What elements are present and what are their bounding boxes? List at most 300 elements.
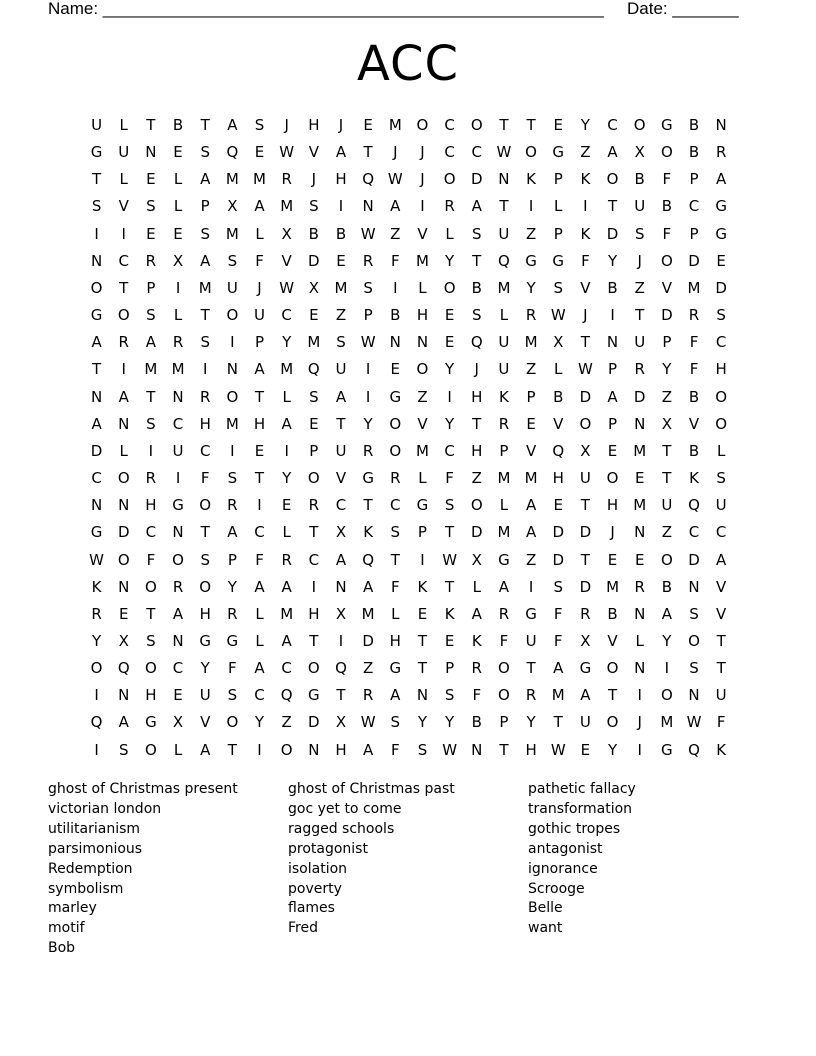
grid-letter: F — [472, 686, 482, 705]
word-bank-item: goc yet to come — [288, 800, 402, 817]
grid-letter: T — [390, 550, 400, 569]
grid-letter: M — [524, 469, 538, 488]
grid-letter: B — [661, 577, 672, 596]
grid-letter: D — [117, 523, 130, 542]
grid-letter: G — [525, 604, 537, 623]
grid-letter: P — [553, 224, 563, 243]
grid-letter: G — [552, 251, 565, 270]
grid-letter: V — [308, 143, 319, 162]
grid-letter: O — [117, 306, 130, 325]
grid-letter: H — [145, 686, 157, 705]
grid-letter: X — [118, 631, 129, 650]
grid-letter: M — [225, 170, 239, 189]
grid-letter: K — [580, 224, 591, 243]
word-bank-item: marley — [48, 900, 97, 917]
grid-letter: O — [660, 143, 673, 162]
grid-letter: O — [280, 740, 293, 759]
grid-letter: P — [662, 333, 672, 352]
grid-letter: X — [335, 604, 347, 623]
grid-letter: E — [716, 251, 726, 270]
grid-letter: O — [199, 496, 212, 515]
grid-letter: R — [498, 604, 510, 623]
grid-letter: R — [145, 251, 157, 270]
grid-letter: F — [146, 550, 156, 569]
grid-letter: S — [227, 251, 238, 270]
grid-letter: D — [90, 441, 103, 460]
grid-letter: B — [335, 224, 347, 243]
grid-letter: G — [498, 550, 510, 569]
word-bank-item: motif — [48, 920, 85, 937]
grid-letter: E — [607, 441, 618, 460]
grid-letter: T — [227, 740, 237, 759]
grid-letter: R — [172, 577, 184, 596]
grid-letter: T — [445, 577, 455, 596]
grid-letter: Z — [580, 143, 591, 162]
grid-letter: Y — [662, 631, 672, 650]
grid-letter: I — [338, 197, 344, 216]
grid-letter: A — [200, 251, 211, 270]
grid-letter: I — [420, 550, 425, 569]
grid-letter: T — [336, 686, 346, 705]
grid-letter: Y — [282, 333, 292, 352]
grid-letter: L — [554, 197, 563, 216]
grid-letter: U — [118, 143, 130, 162]
grid-letter: I — [230, 441, 235, 460]
grid-letter: Y — [662, 360, 672, 379]
grid-letter: V — [118, 197, 129, 216]
grid-letter: A — [335, 143, 347, 162]
grid-letter: N — [118, 414, 130, 433]
grid-letter: T — [363, 496, 373, 515]
grid-letter: K — [689, 469, 699, 488]
grid-letter: L — [418, 469, 427, 488]
grid-letter: Y — [445, 713, 455, 732]
word-bank-item: want — [528, 920, 563, 937]
grid-letter: P — [200, 197, 210, 216]
grid-letter: F — [662, 224, 672, 243]
grid-letter: I — [528, 577, 534, 596]
grid-letter: T — [472, 414, 482, 433]
grid-letter: A — [200, 740, 211, 759]
grid-letter: S — [254, 116, 265, 134]
grid-letter: T — [662, 441, 672, 460]
grid-letter: O — [660, 550, 673, 569]
grid-letter: L — [173, 306, 183, 325]
grid-letter: T — [607, 686, 618, 705]
grid-letter: S — [390, 523, 401, 542]
grid-letter: T — [254, 387, 265, 406]
grid-letter: S — [200, 333, 210, 352]
grid-letter: N — [688, 686, 700, 705]
grid-letter: J — [393, 143, 398, 162]
grid-letter: Q — [552, 441, 565, 460]
grid-letter: O — [606, 469, 619, 488]
grid-letter: N — [389, 333, 401, 352]
grid-letter: D — [470, 170, 483, 189]
grid-letter: U — [715, 686, 727, 705]
grid-letter: Z — [525, 550, 537, 569]
word-bank-item: protagonist — [288, 840, 368, 857]
grid-letter: J — [284, 116, 289, 134]
grid-letter: F — [255, 550, 264, 569]
grid-letter: J — [637, 251, 642, 270]
grid-letter: E — [553, 496, 563, 515]
grid-letter: U — [579, 469, 591, 488]
grid-letter: N — [416, 333, 429, 352]
grid-letter: A — [363, 740, 374, 759]
grid-letter: Z — [281, 713, 292, 732]
grid-letter: R — [390, 469, 401, 488]
grid-letter: T — [580, 550, 590, 569]
grid-letter: I — [94, 740, 99, 759]
grid-letter: O — [144, 659, 157, 678]
grid-letter: O — [579, 414, 592, 433]
grid-letter: T — [336, 414, 346, 433]
grid-letter: C — [471, 143, 482, 162]
grid-letter: I — [637, 686, 642, 705]
grid-letter: A — [390, 197, 401, 216]
grid-letter: C — [444, 143, 455, 162]
grid-letter: I — [148, 441, 154, 460]
grid-letter: G — [90, 143, 103, 162]
grid-letter: L — [173, 740, 183, 759]
grid-letter: C — [145, 523, 157, 542]
grid-letter: B — [553, 387, 564, 406]
grid-letter: R — [634, 577, 645, 596]
grid-letter: T — [526, 116, 536, 134]
grid-letter: A — [716, 550, 727, 569]
grid-letter: O — [416, 360, 429, 379]
grid-letter: T — [146, 604, 156, 623]
grid-letter: S — [309, 387, 319, 406]
grid-letter: R — [580, 604, 591, 623]
grid-letter: U — [226, 278, 238, 297]
grid-letter: S — [200, 224, 210, 243]
grid-letter: U — [579, 713, 591, 732]
grid-letter: T — [91, 170, 102, 189]
grid-letter: M — [524, 333, 538, 352]
grid-letter: O — [606, 170, 619, 189]
grid-letter: K — [91, 577, 102, 596]
grid-letter: L — [255, 604, 264, 623]
grid-letter: I — [202, 360, 208, 379]
grid-letter: A — [335, 387, 347, 406]
grid-letter: O — [416, 116, 429, 134]
grid-letter: M — [497, 523, 511, 542]
grid-letter: F — [662, 170, 672, 189]
grid-letter: I — [447, 387, 452, 406]
word-bank-item: utilitarianism — [48, 820, 141, 837]
grid-letter: O — [307, 469, 320, 488]
grid-letter: F — [200, 469, 210, 488]
grid-letter: X — [634, 143, 645, 162]
grid-letter: A — [607, 387, 618, 406]
grid-letter: A — [471, 197, 482, 216]
grid-letter: P — [363, 306, 373, 325]
date-field: Date: _______ — [627, 0, 739, 18]
grid-letter: L — [499, 306, 509, 325]
grid-letter: A — [553, 659, 564, 678]
grid-letter: T — [417, 659, 428, 678]
grid-letter: X — [281, 224, 292, 243]
grid-letter: D — [688, 251, 700, 270]
grid-letter: Q — [688, 740, 700, 759]
grid-letter: Y — [417, 713, 428, 732]
grid-letter: A — [580, 686, 591, 705]
grid-letter: C — [281, 659, 292, 678]
grid-letter: N — [226, 360, 238, 379]
grid-letter: G — [172, 496, 184, 515]
grid-letter: V — [716, 577, 727, 596]
grid-letter: R — [91, 604, 102, 623]
grid-letter: H — [199, 604, 211, 623]
grid-letter: U — [199, 686, 211, 705]
grid-letter: D — [661, 306, 673, 325]
grid-letter: S — [553, 278, 563, 297]
grid-letter: G — [145, 713, 157, 732]
grid-letter: V — [607, 631, 618, 650]
grid-letter: J — [311, 170, 317, 189]
grid-letter: C — [254, 523, 265, 542]
grid-letter: R — [498, 414, 510, 433]
grid-letter: A — [607, 143, 618, 162]
grid-letter: C — [199, 441, 211, 460]
grid-letter: M — [225, 414, 239, 433]
grid-letter: F — [553, 604, 563, 623]
grid-letter: T — [716, 659, 726, 678]
grid-letter: P — [689, 224, 699, 243]
grid-letter: L — [255, 224, 264, 243]
grid-letter: D — [579, 577, 592, 596]
grid-letter: T — [254, 469, 265, 488]
worksheet-header — [0, 0, 816, 21]
grid-letter: U — [634, 333, 646, 352]
grid-letter: L — [255, 631, 264, 650]
grid-letter: H — [552, 469, 564, 488]
grid-letter: N — [335, 577, 347, 596]
grid-letter: P — [608, 414, 618, 433]
grid-letter: O — [660, 251, 673, 270]
grid-letter: K — [417, 577, 428, 596]
grid-letter: Q — [362, 550, 375, 569]
grid-letter: L — [499, 496, 509, 515]
grid-letter: Y — [445, 360, 455, 379]
grid-letter: I — [230, 333, 235, 352]
grid-letter: G — [90, 306, 103, 325]
grid-letter: G — [389, 387, 402, 406]
grid-letter: E — [146, 170, 156, 189]
grid-letter: S — [309, 197, 319, 216]
word-bank-item: isolation — [288, 860, 348, 877]
grid-letter: T — [580, 333, 590, 352]
word-bank-column-2 — [288, 780, 528, 939]
grid-letter: N — [715, 116, 727, 134]
grid-letter: I — [393, 278, 398, 297]
grid-letter: P — [499, 441, 509, 460]
word-bank-item: ignorance — [528, 860, 598, 877]
grid-letter: L — [391, 604, 400, 623]
grid-letter: N — [118, 686, 130, 705]
grid-letter: Y — [580, 116, 590, 134]
grid-letter: C — [715, 333, 727, 352]
grid-letter: N — [498, 170, 510, 189]
grid-letter: G — [661, 116, 673, 134]
grid-letter: X — [227, 197, 238, 216]
grid-letter: I — [175, 469, 181, 488]
grid-letter: D — [579, 523, 592, 542]
grid-letter: P — [227, 550, 237, 569]
grid-letter: T — [309, 631, 319, 650]
grid-letter: O — [144, 577, 157, 596]
grid-letter: V — [417, 414, 428, 433]
grid-letter: N — [362, 197, 374, 216]
grid-letter: W — [279, 143, 295, 162]
grid-letter: F — [390, 577, 400, 596]
grid-letter: L — [716, 441, 726, 460]
grid-letter: C — [335, 496, 347, 515]
grid-letter: F — [553, 631, 563, 650]
grid-letter: X — [335, 523, 347, 542]
grid-letter: Z — [471, 469, 482, 488]
grid-letter: X — [308, 278, 319, 297]
grid-letter: N — [634, 604, 646, 623]
grid-letter: D — [633, 387, 646, 406]
grid-letter: M — [307, 333, 321, 352]
grid-letter: H — [199, 414, 211, 433]
grid-letter: R — [362, 441, 374, 460]
grid-letter: R — [227, 604, 238, 623]
grid-letter: T — [499, 116, 509, 134]
grid-letter: L — [282, 523, 291, 542]
grid-letter: A — [498, 577, 510, 596]
grid-letter: C — [91, 469, 102, 488]
grid-letter: R — [444, 197, 455, 216]
grid-letter: E — [607, 550, 618, 569]
grid-letter: E — [173, 143, 183, 162]
grid-letter: M — [361, 604, 375, 623]
grid-letter: R — [688, 306, 700, 325]
grid-letter: K — [580, 170, 591, 189]
grid-letter: V — [661, 278, 672, 297]
grid-letter: K — [499, 387, 509, 406]
grid-letter: T — [417, 631, 428, 650]
grid-letter: Q — [362, 170, 375, 189]
grid-letter: N — [172, 387, 184, 406]
grid-letter: X — [553, 333, 564, 352]
grid-letter: I — [284, 441, 289, 460]
grid-letter: O — [606, 659, 619, 678]
word-bank-item: transformation — [528, 800, 633, 817]
grid-letter: A — [118, 387, 129, 406]
grid-letter: Y — [526, 278, 536, 297]
grid-letter: S — [716, 306, 726, 325]
grid-letter: K — [363, 523, 374, 542]
grid-letter: F — [390, 251, 400, 270]
grid-letter: R — [471, 659, 482, 678]
grid-letter: C — [281, 306, 292, 325]
grid-letter: B — [607, 278, 618, 297]
grid-letter: N — [634, 659, 646, 678]
grid-letter: H — [525, 740, 537, 759]
letter-grid — [83, 112, 735, 764]
grid-letter: H — [145, 496, 157, 515]
grid-letter: E — [417, 604, 428, 623]
grid-letter: H — [471, 441, 483, 460]
grid-letter: V — [580, 278, 591, 297]
grid-letter: U — [172, 441, 184, 460]
grid-letter: O — [389, 414, 402, 433]
grid-letter: U — [661, 496, 673, 515]
grid-letter: V — [200, 713, 211, 732]
grid-letter: D — [552, 523, 565, 542]
grid-letter: E — [146, 224, 156, 243]
grid-letter: N — [688, 577, 700, 596]
grid-letter: B — [688, 441, 700, 460]
grid-letter: Y — [445, 414, 455, 433]
grid-letter: G — [389, 659, 402, 678]
grid-letter: F — [499, 631, 509, 650]
grid-letter: E — [363, 116, 373, 134]
grid-letter: X — [661, 414, 672, 433]
grid-letter: B — [607, 604, 618, 623]
grid-letter: M — [415, 441, 429, 460]
grid-letter: X — [172, 713, 184, 732]
grid-letter: E — [526, 414, 536, 433]
grid-letter: N — [308, 740, 320, 759]
grid-letter: T — [553, 713, 563, 732]
grid-letter: V — [553, 414, 564, 433]
grid-letter: E — [580, 740, 591, 759]
grid-letter: M — [280, 360, 294, 379]
word-bank-item: gothic tropes — [528, 820, 621, 837]
grid-letter: O — [443, 278, 456, 297]
grid-letter: H — [715, 360, 727, 379]
grid-letter: I — [664, 659, 670, 678]
grid-letter: R — [362, 686, 374, 705]
grid-letter: Z — [525, 360, 537, 379]
grid-letter: O — [389, 441, 402, 460]
grid-letter: T — [472, 251, 482, 270]
grid-letter: T — [499, 197, 509, 216]
grid-letter: W — [442, 740, 458, 759]
grid-letter: V — [417, 224, 428, 243]
grid-letter: S — [200, 143, 210, 162]
grid-letter: L — [635, 631, 644, 650]
grid-letter: B — [390, 306, 401, 325]
word-bank-item: Redemption — [48, 860, 133, 877]
grid-letter: Y — [607, 251, 618, 270]
grid-letter: O — [144, 740, 157, 759]
grid-letter: E — [444, 631, 455, 650]
grid-letter: S — [363, 278, 373, 297]
grid-letter: F — [228, 659, 237, 678]
grid-letter: J — [637, 713, 642, 732]
grid-letter: C — [444, 441, 455, 460]
grid-letter: A — [525, 523, 537, 542]
grid-letter: Q — [117, 659, 130, 678]
grid-letter: R — [525, 686, 537, 705]
grid-letter: I — [583, 197, 588, 216]
grid-letter: M — [334, 278, 348, 297]
grid-letter: C — [715, 523, 727, 542]
grid-letter: O — [172, 550, 184, 569]
grid-letter: T — [200, 306, 210, 325]
grid-letter: R — [118, 333, 129, 352]
grid-letter: K — [471, 631, 482, 650]
grid-letter: A — [172, 604, 184, 623]
grid-letter: X — [471, 550, 482, 569]
grid-letter: A — [118, 713, 129, 732]
